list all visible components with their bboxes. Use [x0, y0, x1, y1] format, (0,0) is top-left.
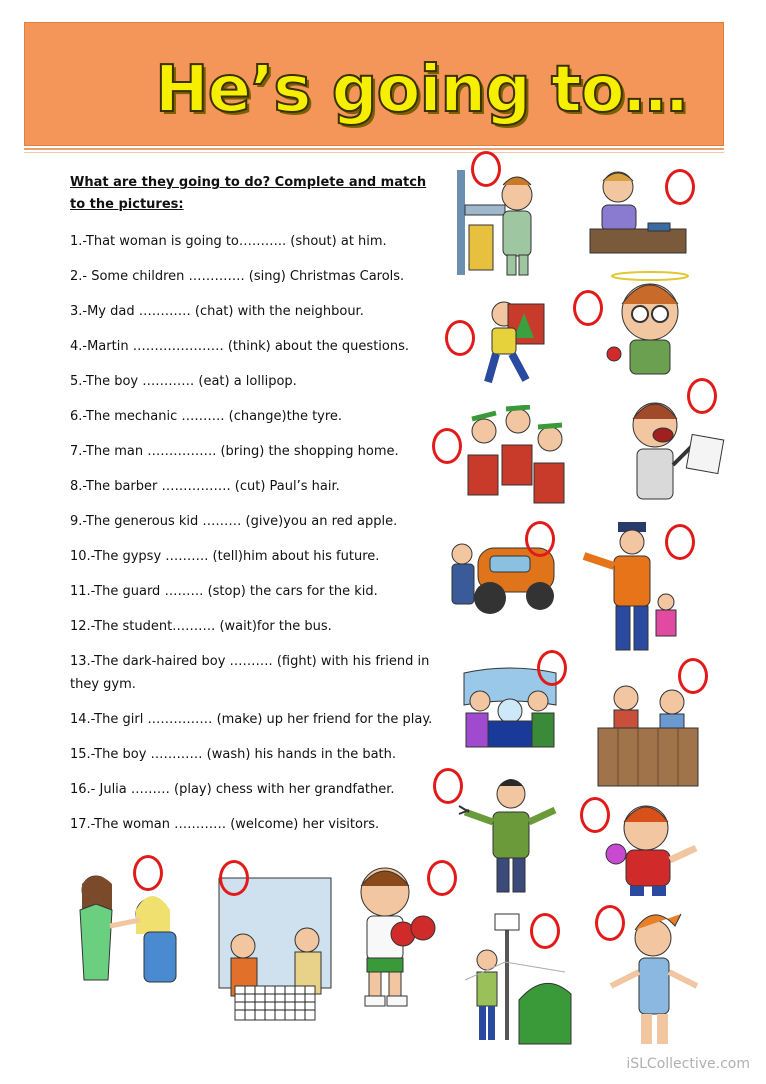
answer-circle[interactable]: [580, 797, 610, 833]
sentence-9: 9.-The generous kid ……… (give)you an red apple.: [70, 514, 398, 529]
answer-circle[interactable]: [432, 428, 462, 464]
instructions: What are they going to do? Complete and match to the pictures:: [70, 175, 427, 212]
divider: [24, 152, 724, 153]
answer-circle[interactable]: [665, 524, 695, 560]
sentence-17: 17.-The woman ………… (welcome) her visitors.: [70, 817, 380, 832]
sentence-3: 3.-My dad ………… (chat) with the neighbour.: [70, 304, 364, 319]
boy-lollipop-picture: [600, 798, 705, 898]
sentence-list: [70, 230, 440, 848]
sentence-5: 5.-The boy ………… (eat) a lollipop.: [70, 374, 297, 389]
answer-circle[interactable]: [687, 378, 717, 414]
boy-with-apple-picture: [600, 270, 700, 380]
answer-circle[interactable]: [471, 151, 501, 187]
answer-circle[interactable]: [445, 320, 475, 356]
man-bringing-shopping-picture: [482, 298, 554, 388]
boy-washing-hands-picture: [455, 165, 545, 280]
answer-circle[interactable]: [525, 521, 555, 557]
answer-circle[interactable]: [530, 913, 560, 949]
girl-makeup-picture: [62, 870, 182, 1010]
answer-circle[interactable]: [133, 855, 163, 891]
answer-circle[interactable]: [678, 658, 708, 694]
answer-circle[interactable]: [665, 169, 695, 205]
sentence-2: 2.- Some children …………. (sing) Christmas Carols.: [70, 269, 405, 284]
sentence-13: 13.-The dark-haired boy ………. (fight) with his friend in they gym.: [70, 654, 430, 692]
answer-circle[interactable]: [219, 860, 249, 896]
sentence-7: 7.-The man ……………. (bring) the shopping home.: [70, 444, 399, 459]
answer-circle[interactable]: [595, 905, 625, 941]
title-banner: [24, 22, 724, 146]
sentence-8: 8.-The barber ……………. (cut) Paul’s hair.: [70, 479, 340, 494]
sentence-11: 11.-The guard ……… (stop) the cars for the kid.: [70, 584, 378, 599]
neighbours-chatting-picture: [596, 680, 701, 790]
watermark: iSLCollective.com: [626, 1056, 750, 1072]
answer-circle[interactable]: [427, 860, 457, 896]
children-singing-picture: [462, 405, 572, 505]
answer-circle[interactable]: [537, 650, 567, 686]
sentence-6: 6.-The mechanic ………. (change)the tyre.: [70, 409, 343, 424]
answer-circle[interactable]: [433, 768, 463, 804]
sentence-4: 4.-Martin ………………… (think) about the questions.: [70, 339, 410, 354]
sentence-10: 10.-The gypsy ………. (tell)him about his future.: [70, 549, 380, 564]
divider: [24, 148, 724, 150]
barber-picture: [455, 772, 565, 897]
worksheet-title: He’s going to…: [155, 53, 687, 127]
sentence-16: 16.- Julia ……… (play) chess with her grandfather.: [70, 782, 395, 797]
sentence-12: 12.-The student………. (wait)for the bus.: [70, 619, 332, 634]
sentence-14: 14.-The girl …………… (make) up her friend for the play.: [70, 712, 433, 727]
answer-circle[interactable]: [573, 290, 603, 326]
sentence-15: 15.-The boy ………… (wash) his hands in the bath.: [70, 747, 397, 762]
sentence-1: 1.-That woman is going to……….. (shout) at him.: [70, 234, 387, 249]
